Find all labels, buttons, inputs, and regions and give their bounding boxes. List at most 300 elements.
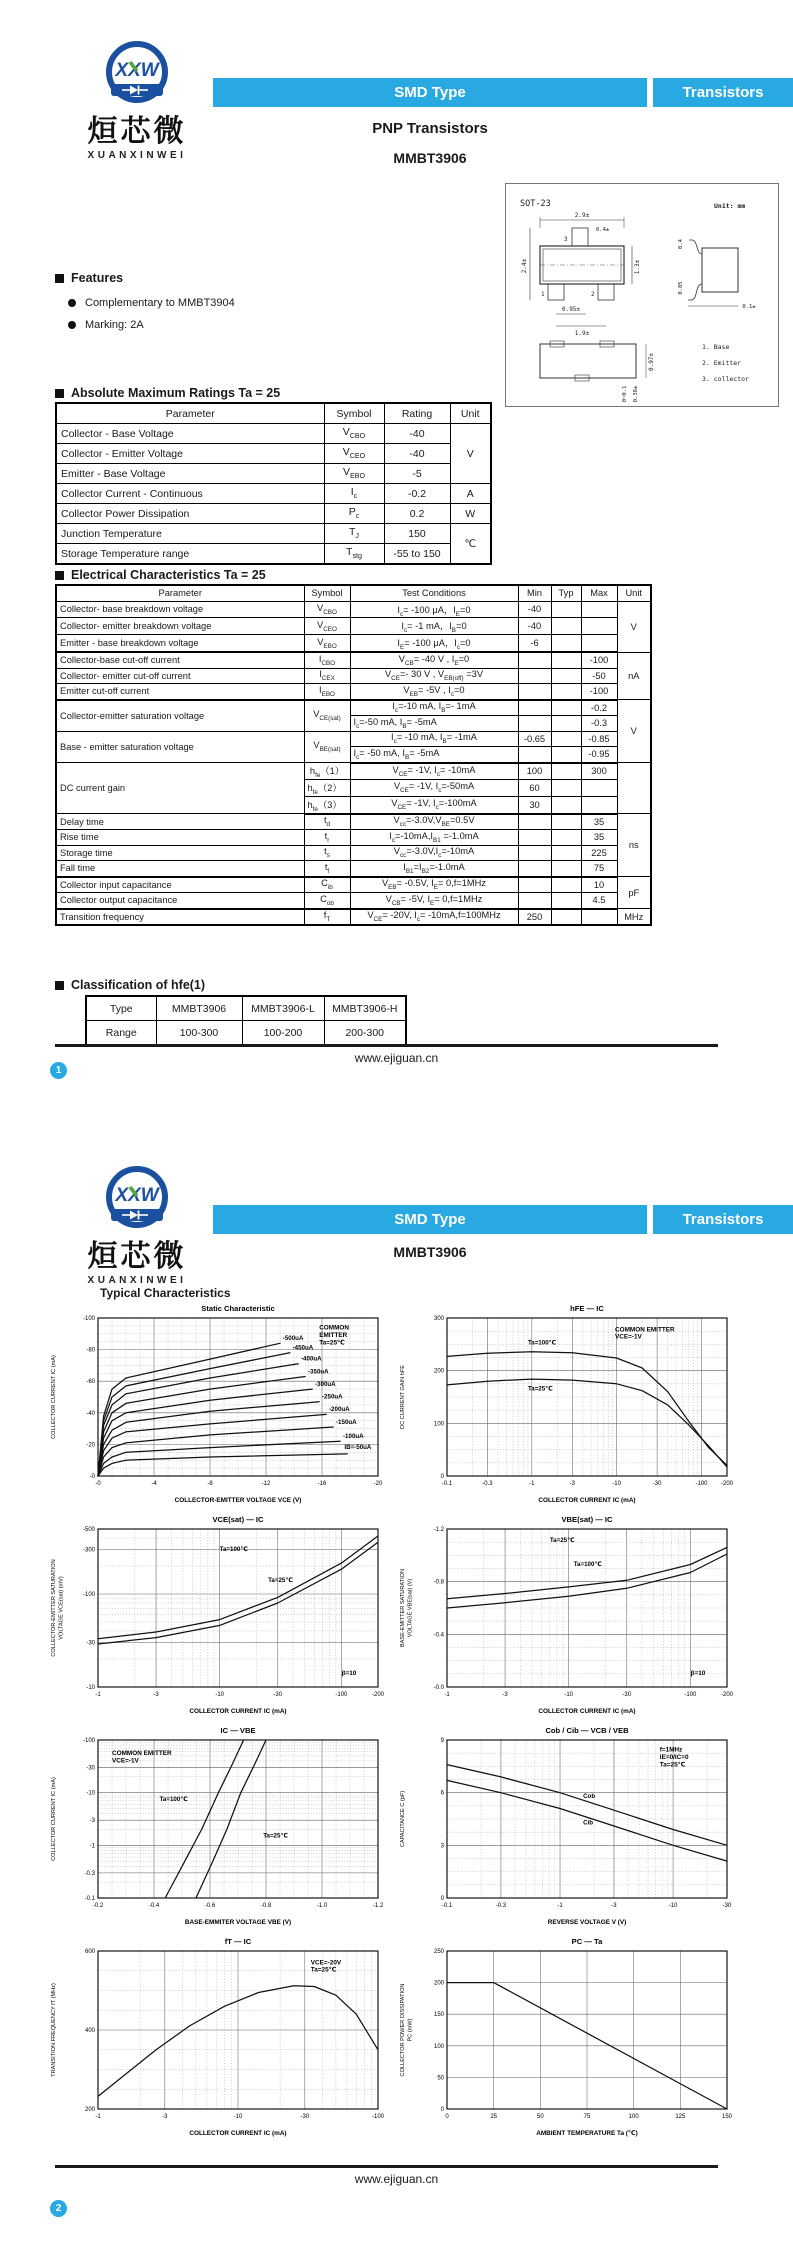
table-cell: W xyxy=(450,504,491,524)
brand-name-en: XUANXINWEI xyxy=(87,1275,187,1286)
dim-side-height: 0.85 xyxy=(678,281,684,295)
column-header: Max xyxy=(581,585,617,601)
pin2-label: 2 xyxy=(591,291,595,298)
svg-text:COLLECTOR POWER DISSIPATION: COLLECTOR POWER DISSIPATION xyxy=(400,1983,406,2077)
chart-pc-vs-ta-svg xyxy=(397,1935,737,2140)
svg-text:-200: -200 xyxy=(720,1481,734,1487)
svg-text:COLLECTOR-EMITTER VOLTAGE VC: COLLECTOR-EMITTER VOLTAGE VCE (V) xyxy=(174,1497,302,1504)
table-row xyxy=(56,830,651,846)
table-cell: $I_{B1}=I_{B2}=-1.0mA$ xyxy=(350,861,518,877)
table-cell: Storage Temperature range xyxy=(56,544,324,565)
svg-text:Cib: Cib xyxy=(583,1819,594,1827)
table-cell: $V_{CBO}$ xyxy=(304,601,350,618)
svg-text:-4: -4 xyxy=(151,1481,157,1487)
svg-text:PC — Ta: PC — Ta xyxy=(571,1937,603,1946)
table-cell: 225 xyxy=(581,845,617,861)
table-cell xyxy=(518,684,551,700)
table-cell: $t_s$ xyxy=(304,845,350,861)
brand-name-en: XUANXINWEI xyxy=(87,150,187,161)
svg-text:VOLTAGE VBE(sat) (V): VOLTAGE VBE(sat) (V) xyxy=(407,1578,414,1638)
table-cell: $V_{EB}= -0.5V$, $I_E= 0,f=1MHz$ xyxy=(350,877,518,893)
chart-capacitance-vs-voltage xyxy=(397,1724,742,1929)
svg-text:200: 200 xyxy=(84,2107,95,2113)
svg-text:VCE=-1V: VCE=-1V xyxy=(615,1333,642,1341)
svg-text:-10: -10 xyxy=(233,2114,243,2120)
table-cell xyxy=(551,877,581,893)
table-cell: -0.2 xyxy=(581,700,617,716)
svg-text:25: 25 xyxy=(490,2114,498,2120)
chart-hfe-vs-ic xyxy=(397,1302,742,1507)
table-row xyxy=(56,861,651,877)
svg-text:Ta=25℃: Ta=25℃ xyxy=(310,1966,337,1974)
svg-text:-3: -3 xyxy=(153,1692,159,1698)
svg-text:125: 125 xyxy=(675,2114,686,2120)
dim-side-top: 0.4 xyxy=(678,239,684,249)
table-cell xyxy=(617,763,651,814)
svg-text:-10: -10 xyxy=(668,1903,678,1909)
table-cell: Collector- emitter breakdown voltage xyxy=(56,618,304,635)
svg-text:DC CURRENT GAIN hFE: DC CURRENT GAIN hFE xyxy=(400,1365,406,1429)
feature-text: Marking: 2A xyxy=(85,319,144,331)
svg-text:-100uA: -100uA xyxy=(343,1433,364,1441)
brand-name-cn: 烜芯微 xyxy=(87,1240,187,1273)
table-cell: -0.2 xyxy=(384,484,450,504)
table-cell: Transition frequency xyxy=(56,909,304,926)
table-cell: -0.65 xyxy=(518,731,551,747)
svg-text:-10: -10 xyxy=(564,1692,574,1698)
table-row xyxy=(56,464,491,484)
svg-text:fT — IC: fT — IC xyxy=(224,1937,252,1946)
svg-text:Cob: Cob xyxy=(583,1792,596,1800)
chart-vcesat-vs-ic xyxy=(48,1513,393,1718)
svg-text:75: 75 xyxy=(583,2114,591,2120)
table-cell xyxy=(518,668,551,684)
svg-text:-1: -1 xyxy=(444,1692,450,1698)
table-cell: $V_{EBO}$ xyxy=(304,635,350,652)
svg-text:-100: -100 xyxy=(82,1738,95,1744)
table-row xyxy=(86,996,406,1021)
table-cell: $I_c=-10$ mA, $I_B=-$ 1mA xyxy=(350,700,518,716)
table-cell: -0.85 xyxy=(581,731,617,747)
svg-text:-12: -12 xyxy=(261,1481,271,1487)
svg-text:-1.0: -1.0 xyxy=(316,1903,328,1909)
table-cell: $T_{stg}$ xyxy=(324,544,384,565)
svg-text:-250uA: -250uA xyxy=(322,1393,343,1401)
dim-bottom-height: 0.97± xyxy=(648,352,655,372)
dim-body-height: 2.4± xyxy=(521,258,528,274)
table-cell xyxy=(518,652,551,668)
datasheet-page-2 xyxy=(0,1110,793,2244)
svg-text:-0.2: -0.2 xyxy=(92,1903,104,1909)
column-header: Rating xyxy=(384,403,450,424)
table-cell: -55 to 150 xyxy=(384,544,450,565)
table-row xyxy=(56,845,651,861)
table-row xyxy=(56,601,651,618)
svg-text:-0.3: -0.3 xyxy=(482,1481,493,1487)
banner-smd-type xyxy=(213,1205,647,1234)
svg-text:-1: -1 xyxy=(95,2114,101,2120)
svg-text:-450uA: -450uA xyxy=(292,1344,314,1352)
table-row xyxy=(56,635,651,652)
svg-text:-100: -100 xyxy=(335,1692,348,1698)
company-logo xyxy=(62,38,212,161)
footer-url: www.ejiguan.cn xyxy=(354,2172,439,2186)
table-cell xyxy=(518,861,551,877)
table-cell: Delay time xyxy=(56,814,304,830)
package-outline-drawing xyxy=(505,183,779,407)
svg-text:Ta=25℃: Ta=25℃ xyxy=(527,1385,553,1393)
classification-heading-label: Classification of hfe(1) xyxy=(71,978,206,992)
table-cell xyxy=(551,845,581,861)
svg-text:REVERSE VOLTAGE V (V): REVERSE VOLTAGE V (V) xyxy=(547,1919,627,1926)
svg-text:-1: -1 xyxy=(557,1903,563,1909)
svg-text:-20: -20 xyxy=(86,1442,95,1449)
column-header: Test Conditions xyxy=(350,585,518,601)
table-cell: $I_c= -100$ μA，$I_E=0$ xyxy=(350,601,518,618)
table-cell: $I_c$ xyxy=(324,484,384,504)
dim-lead-width: 0.4± xyxy=(596,227,610,233)
column-header: Parameter xyxy=(56,585,304,601)
svg-text:COMMON EMITTER: COMMON EMITTER xyxy=(112,1749,172,1757)
chart-hfe-vs-ic-svg xyxy=(397,1302,737,1507)
table-row xyxy=(56,544,491,565)
square-bullet-icon xyxy=(55,981,64,990)
svg-text:400: 400 xyxy=(84,2028,95,2034)
table-cell: $V_{CE(sat)}$ xyxy=(304,700,350,732)
svg-text:100: 100 xyxy=(628,2114,639,2120)
table-cell xyxy=(518,830,551,846)
square-bullet-icon xyxy=(55,389,64,398)
table-cell: $I_c= -1$ mA，$I_B=0$ xyxy=(350,618,518,635)
table-cell xyxy=(551,814,581,830)
table-cell: -6 xyxy=(518,635,551,652)
svg-text:VCE(sat) — IC: VCE(sat) — IC xyxy=(212,1515,264,1524)
table-cell: nA xyxy=(617,652,651,700)
table-cell xyxy=(518,893,551,909)
svg-text:-0.6: -0.6 xyxy=(204,1903,216,1909)
company-logo-icon xyxy=(100,38,174,112)
table-cell: -100 xyxy=(581,652,617,668)
table-row xyxy=(56,763,651,780)
svg-text:β=10: β=10 xyxy=(690,1670,706,1678)
table-cell: $t_r$ xyxy=(304,830,350,846)
dim-bottom-thickness: 0.38± xyxy=(633,385,639,403)
svg-text:-0.3: -0.3 xyxy=(495,1903,507,1909)
column-header: Symbol xyxy=(324,403,384,424)
table-cell: Collector-emitter saturation voltage xyxy=(56,700,304,732)
table-row xyxy=(56,444,491,464)
chart-capacitance-vs-voltage-svg xyxy=(397,1724,737,1929)
table-cell: $V_{CE}= -1V$, $I_c= -10mA$ xyxy=(350,763,518,780)
column-header: Min xyxy=(518,585,551,601)
svg-text:-0.1: -0.1 xyxy=(84,1896,95,1902)
table-cell: 150 xyxy=(384,524,450,544)
svg-text:-30: -30 xyxy=(622,1692,632,1698)
table-cell: $I_{CEX}$ xyxy=(304,668,350,684)
svg-text:-30: -30 xyxy=(86,1640,95,1647)
svg-text:CAPACITANCE C (pF): CAPACITANCE C (pF) xyxy=(400,1790,406,1848)
svg-text:-10: -10 xyxy=(612,1481,621,1487)
banner-transistors xyxy=(653,78,793,107)
svg-text:-1: -1 xyxy=(89,1843,95,1850)
svg-text:-40: -40 xyxy=(86,1410,95,1417)
table-cell: $V_{CB}= -40$ V , $I_E=0$ xyxy=(350,652,518,668)
table-cell xyxy=(551,700,581,716)
svg-text:-10: -10 xyxy=(86,1685,95,1691)
svg-text:COLLECTOR CURRENT IC (mA): COLLECTOR CURRENT IC (mA) xyxy=(51,1777,57,1861)
features-heading xyxy=(55,271,123,285)
svg-text:-400uA: -400uA xyxy=(301,1355,322,1363)
svg-text:-200: -200 xyxy=(371,1692,385,1698)
table-cell: Range xyxy=(86,1021,156,1046)
svg-text:6: 6 xyxy=(440,1790,444,1797)
table-cell: Collector Current - Continuous xyxy=(56,484,324,504)
table-cell: MMBT3906 xyxy=(156,996,242,1021)
svg-text:0: 0 xyxy=(440,1896,444,1902)
svg-text:BASE-EMMITER VOLTAGE VBE (: BASE-EMMITER VOLTAGE VBE (V) xyxy=(184,1919,292,1926)
svg-text:Ta=100℃: Ta=100℃ xyxy=(159,1795,188,1803)
pin1-label: 1 xyxy=(541,291,545,298)
svg-text:Static Characteristic: Static Characteristic xyxy=(201,1304,275,1313)
table-cell: ℃ xyxy=(450,524,491,565)
svg-text:-3: -3 xyxy=(89,1818,95,1825)
svg-text:Ta=100℃: Ta=100℃ xyxy=(573,1560,602,1568)
svg-text:-150uA: -150uA xyxy=(336,1418,357,1426)
svg-text:150: 150 xyxy=(433,2012,444,2019)
table-cell xyxy=(551,716,581,732)
table-cell xyxy=(551,830,581,846)
table-row xyxy=(56,814,651,830)
abs-max-heading-label: Absolute Maximum Ratings Ta = 25 xyxy=(71,386,281,400)
svg-text:-8: -8 xyxy=(207,1481,213,1487)
classification-heading xyxy=(55,978,205,992)
table-cell: $h_{fe}(3)$ xyxy=(304,796,350,813)
svg-text:-500: -500 xyxy=(82,1527,95,1533)
svg-text:-300: -300 xyxy=(82,1547,95,1554)
svg-text:-0.8: -0.8 xyxy=(260,1903,272,1909)
svg-text:Ta=100℃: Ta=100℃ xyxy=(527,1339,557,1347)
svg-text:-3: -3 xyxy=(502,1692,508,1698)
pin3-label: 3 xyxy=(564,236,568,243)
table-row xyxy=(56,668,651,684)
svg-text:100: 100 xyxy=(433,1421,444,1428)
table-cell: $V_{CEO}$ xyxy=(324,444,384,464)
part-number: MMBT3906 xyxy=(393,150,467,166)
pin-legend-collector: 3. collector xyxy=(702,375,749,383)
table-cell xyxy=(518,845,551,861)
table-cell xyxy=(551,618,581,635)
table-cell: Collector output capacitance xyxy=(56,893,304,909)
table-cell xyxy=(551,652,581,668)
svg-text:-500uA: -500uA xyxy=(282,1335,304,1343)
table-cell: $T_J$ xyxy=(324,524,384,544)
table-cell: 100-200 xyxy=(242,1021,324,1046)
svg-text:-0.3: -0.3 xyxy=(84,1870,95,1877)
svg-text:IC — VBE: IC — VBE xyxy=(220,1726,256,1735)
svg-text:-10: -10 xyxy=(86,1790,95,1797)
table-cell: $P_c$ xyxy=(324,504,384,524)
banner-right-label: Transistors xyxy=(682,1211,764,1228)
table-cell: 75 xyxy=(581,861,617,877)
table-cell: $I_c= -50$ mA, $I_B= -5mA$ xyxy=(350,747,518,763)
svg-text:-100: -100 xyxy=(695,1481,708,1487)
table-cell xyxy=(581,779,617,796)
table-row xyxy=(56,700,651,716)
svg-text:COLLECTOR CURRENT IC (mA): COLLECTOR CURRENT IC (mA) xyxy=(189,2130,287,2137)
table-cell: 100-300 xyxy=(156,1021,242,1046)
table-cell: Collector-base cut-off current xyxy=(56,652,304,668)
table-cell: Collector- emitter cut-off current xyxy=(56,668,304,684)
column-header: Symbol xyxy=(304,585,350,601)
table-cell: Emitter - Base Voltage xyxy=(56,464,324,484)
table-cell: $V_{cc}=-3.0V,I_c=-10mA$ xyxy=(350,845,518,861)
svg-text:COLLECTOR CURRENT IC (mA): COLLECTOR CURRENT IC (mA) xyxy=(51,1355,57,1439)
page-number-badge: 1 xyxy=(50,1062,67,1079)
datasheet-page-1 xyxy=(0,0,793,1110)
svg-text:-80: -80 xyxy=(86,1347,95,1354)
feature-item xyxy=(68,319,144,331)
table-cell: $f_T$ xyxy=(304,909,350,926)
dim-inner-height: 1.3± xyxy=(634,259,641,275)
banner-smd-type xyxy=(213,78,647,107)
svg-text:PC (mW): PC (mW) xyxy=(407,2018,414,2042)
table-cell xyxy=(551,731,581,747)
svg-text:-30: -30 xyxy=(273,1692,283,1698)
svg-text:-30: -30 xyxy=(86,1765,95,1772)
electrical-table xyxy=(55,584,652,926)
table-cell xyxy=(551,601,581,618)
svg-text:EMITTER: EMITTER xyxy=(319,1332,348,1340)
table-cell: $I_c=-50$ mA, $I_B= -5mA$ xyxy=(350,716,518,732)
banner-right-label: Transistors xyxy=(682,84,764,101)
table-row xyxy=(56,424,491,444)
table-cell: Emitter cut-off current xyxy=(56,684,304,700)
svg-text:3: 3 xyxy=(440,1843,444,1850)
electrical-heading-label: Electrical Characteristics Ta = 25 xyxy=(71,568,266,582)
classification-table xyxy=(85,995,407,1046)
table-cell xyxy=(551,861,581,877)
table-cell: $V_{CB}= -5V$, $I_E= 0,f=1MHz$ xyxy=(350,893,518,909)
svg-text:AMBIENT TEMPERATURE Ta (℃): AMBIENT TEMPERATURE Ta (℃) xyxy=(536,2130,638,2137)
column-header: Typ xyxy=(551,585,581,601)
table-cell: -100 xyxy=(581,684,617,700)
svg-text:IB=-50uA: IB=-50uA xyxy=(344,1444,372,1452)
svg-text:-0.1: -0.1 xyxy=(441,1481,453,1487)
pin-legend-base: 1. Base xyxy=(702,343,730,351)
footer-divider xyxy=(55,2165,718,2168)
svg-text:-10: -10 xyxy=(215,1692,225,1698)
svg-text:0: 0 xyxy=(445,2114,449,2120)
table-cell: V xyxy=(617,700,651,763)
svg-text:IE=0/IC=0: IE=0/IC=0 xyxy=(659,1754,689,1762)
table-cell: V xyxy=(450,424,491,484)
svg-text:-0.8: -0.8 xyxy=(433,1579,444,1586)
table-cell: A xyxy=(450,484,491,504)
svg-text:-60: -60 xyxy=(86,1379,95,1386)
table-cell: $I_c=-10mA,I_{B1} =-1.0mA$ xyxy=(350,830,518,846)
svg-text:600: 600 xyxy=(84,1949,95,1955)
table-cell xyxy=(551,893,581,909)
abs-max-table xyxy=(55,402,492,565)
svg-text:-300uA: -300uA xyxy=(315,1380,336,1388)
table-cell xyxy=(551,909,581,926)
svg-text:-100: -100 xyxy=(684,1692,697,1698)
table-row xyxy=(56,909,651,926)
table-row xyxy=(86,1021,406,1046)
chart-ic-vs-vbe xyxy=(48,1724,393,1929)
table-cell: Collector - Base Voltage xyxy=(56,424,324,444)
svg-text:250: 250 xyxy=(433,1949,444,1955)
table-cell: 200-300 xyxy=(324,1021,406,1046)
table-cell: $V_{CBO}$ xyxy=(324,424,384,444)
table-cell: Junction Temperature xyxy=(56,524,324,544)
svg-text:-100: -100 xyxy=(371,2114,385,2120)
svg-text:-20: -20 xyxy=(373,1481,383,1487)
table-cell: $I_E= -100$ μA，$I_c=0$ xyxy=(350,635,518,652)
chart-static-characteristic-svg xyxy=(48,1302,388,1507)
table-cell: $V_{EBO}$ xyxy=(324,464,384,484)
table-cell xyxy=(581,796,617,813)
svg-text:-0.0: -0.0 xyxy=(433,1685,444,1691)
svg-text:-100: -100 xyxy=(82,1316,95,1322)
svg-text:-1: -1 xyxy=(529,1481,535,1487)
table-cell: 10 xyxy=(581,877,617,893)
table-cell: Collector- base breakdown voltage xyxy=(56,601,304,618)
footer-divider xyxy=(55,1044,718,1047)
feature-text: Complementary to MMBT3904 xyxy=(85,297,235,309)
svg-text:COLLECTOR CURRENT IC (mA): COLLECTOR CURRENT IC (mA) xyxy=(538,1497,636,1504)
table-cell xyxy=(551,779,581,796)
table-row xyxy=(56,484,491,504)
svg-text:COMMON EMITTER: COMMON EMITTER xyxy=(615,1326,675,1334)
dim-pitch2: 1.9± xyxy=(574,330,590,337)
table-cell xyxy=(551,635,581,652)
svg-text:VBE(sat) — IC: VBE(sat) — IC xyxy=(561,1515,613,1524)
svg-text:COLLECTOR CURRENT IC (mA): COLLECTOR CURRENT IC (mA) xyxy=(538,1708,636,1715)
table-cell: $h_{fe}(2)$ xyxy=(304,779,350,796)
table-cell: -0.3 xyxy=(581,716,617,732)
table-cell: $C_{ob}$ xyxy=(304,893,350,909)
table-row xyxy=(56,504,491,524)
svg-text:-200: -200 xyxy=(720,1692,734,1698)
svg-text:-1.2: -1.2 xyxy=(372,1903,384,1909)
square-bullet-icon xyxy=(55,274,64,283)
table-cell xyxy=(551,747,581,763)
svg-text:VCE=-20V: VCE=-20V xyxy=(310,1959,342,1967)
abs-max-heading xyxy=(55,386,280,400)
svg-text:-16: -16 xyxy=(317,1481,327,1487)
table-row xyxy=(56,731,651,747)
table-row xyxy=(56,877,651,893)
part-number: MMBT3906 xyxy=(393,1244,467,1260)
table-cell: $V_{CEO}$ xyxy=(304,618,350,635)
banner-transistors xyxy=(653,1205,793,1234)
svg-text:300: 300 xyxy=(433,1316,444,1322)
svg-text:-30: -30 xyxy=(652,1481,662,1487)
page-title: PNP Transistors xyxy=(372,120,488,137)
table-cell: Fall time xyxy=(56,861,304,877)
svg-text:-3: -3 xyxy=(569,1481,575,1487)
svg-text:-3: -3 xyxy=(162,2114,168,2120)
table-cell: $V_{CE}= -1V$, $I_c=-100mA$ xyxy=(350,796,518,813)
table-cell: Storage time xyxy=(56,845,304,861)
table-cell: -40 xyxy=(518,618,551,635)
svg-text:BASE-EMITTER SATURATION: BASE-EMITTER SATURATION xyxy=(400,1568,406,1648)
table-row xyxy=(56,652,651,668)
table-cell: 250 xyxy=(518,909,551,926)
svg-text:β=10: β=10 xyxy=(341,1670,357,1678)
table-cell: -40 xyxy=(384,444,450,464)
